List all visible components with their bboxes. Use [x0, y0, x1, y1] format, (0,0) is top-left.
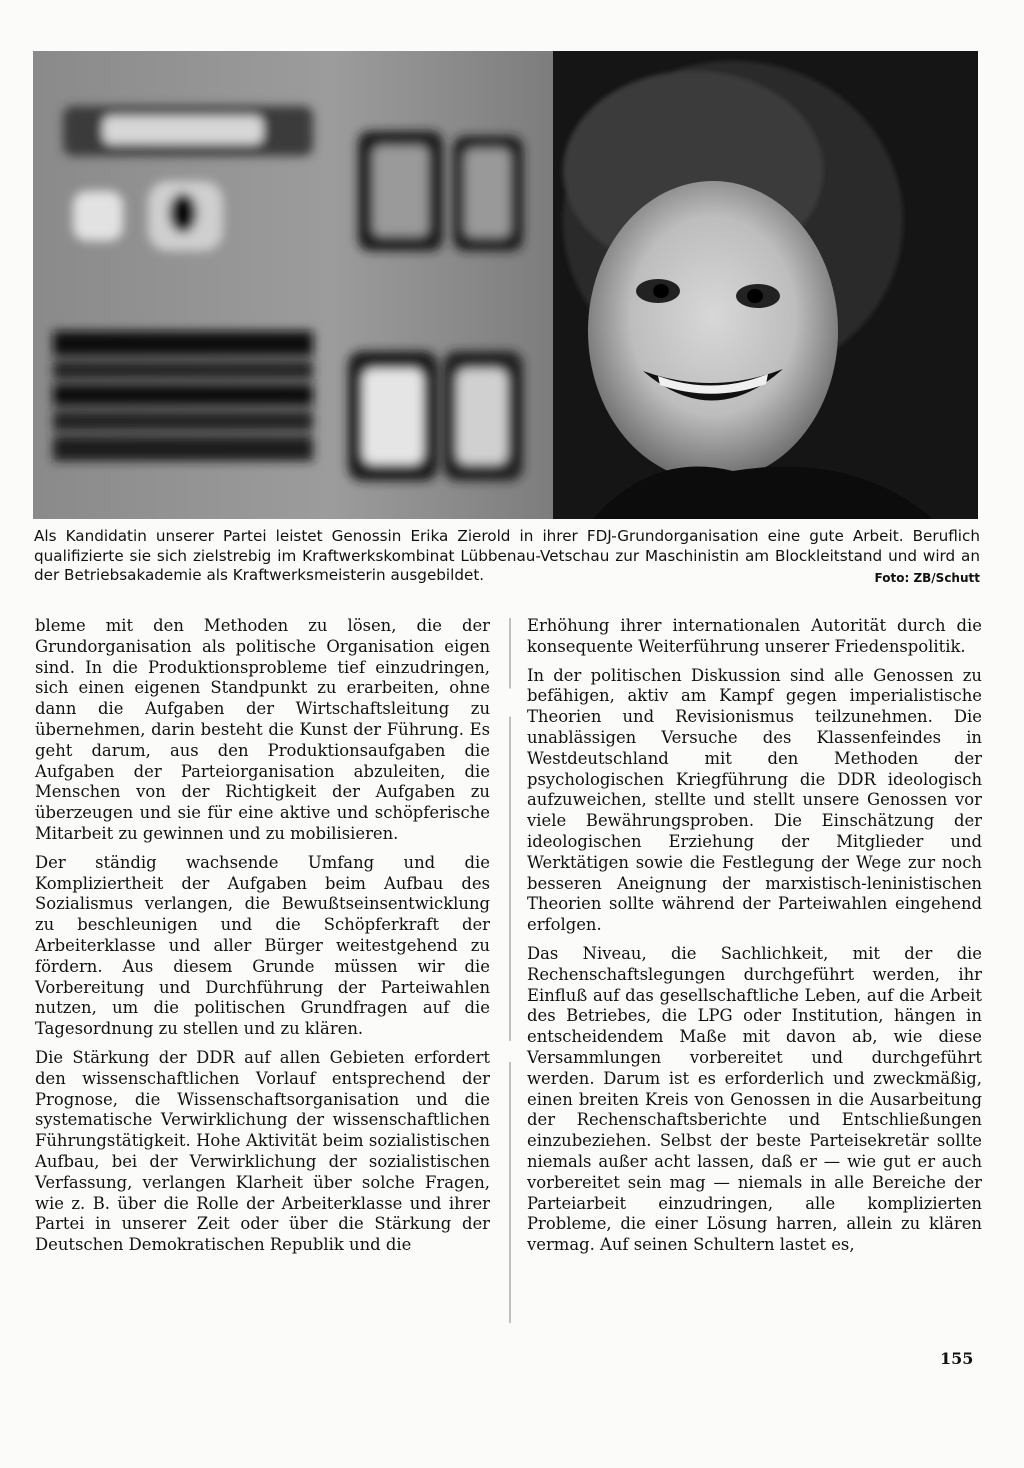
left-paragraph-1: bleme mit den Methoden zu lösen, die der Grundorganisation als politische Organisation eigen sind. In die Produktionsprobleme tief einzudringen, sich einen eigenen Standpunkt zu erarbeiten, ohne dann die Aufgaben der Wirtschaftsleitung zu übernehmen, darin besteht die Kunst der Führung. Es geht darum, aus den Produktionsaufgaben die Aufgaben der Parteiorganisation abzuleiten, die Menschen von der Richtigkeit der Aufgaben zu überzeugen und sie für eine aktive und schöpferische Mitarbeit zu gewinnen und zu mobilisieren.	[35, 616, 490, 843]
photo-credit: Foto: ZB/Schutt	[874, 571, 980, 585]
caption-text: Als Kandidatin unserer Partei leistet Genossin Erika Zierold in ihrer FDJ-Grundorganisation eine gute Arbeit. Beruflich qualifizierte sie sich zielstrebig im Kraftwerkskombinat Lübbenau-Vetschau zur Maschinistin am Blockleitstand und wird an der Betriebsakademie als Kraftwerksmeisterin ausgebildet.	[34, 527, 980, 584]
column-divider	[509, 618, 511, 1323]
photo-kraftwerk-operator	[33, 51, 978, 519]
photo-illustration	[33, 51, 978, 519]
right-paragraph-1: Erhöhung ihrer internationalen Autorität durch die konsequente Weiterführung unserer Friedenspolitik.	[527, 616, 982, 656]
right-column	[527, 616, 982, 1264]
left-column	[35, 616, 490, 1264]
left-paragraph-2: Der ständig wachsende Umfang und die Kompliziertheit der Aufgaben beim Aufbau des Sozialismus verlangen, die Bewußtseinsentwicklung zu beschleunigen und die Schöpferkraft der Arbeiterklasse und aller Bürger weitestgehend zu fördern. Aus diesem Grunde müssen wir die Vorbereitung und Durchführung der Parteiwahlen nutzen, um die politischen Grundfragen auf die Tagesordnung zu stellen und zu klären.	[35, 852, 490, 1039]
page-number: 155	[940, 1349, 974, 1368]
photo-caption	[34, 527, 980, 589]
left-paragraph-3: Die Stärkung der DDR auf allen Gebieten erfordert den wissenschaftlichen Vorlauf entsprechend der Prognose, die Wissenschaftsorganisation und die systematische Verwirklichung der wissenschaftlichen Führungstätigkeit. Hohe Aktivität beim sozialistischen Aufbau, bei der Verwirklichung der sozialistischen Verfassung, verlangen Klarheit über solche Fragen, wie z. B. über die Rolle der Arbeiterklasse und ihrer Partei in unserer Zeit oder über die Stärkung der Deutschen Demokratischen Republik und die	[35, 1047, 490, 1255]
right-paragraph-2: In der politischen Diskussion sind alle Genossen zu befähigen, aktiv am Kampf gegen imperialistische Theorien und Revisionismus teilzunehmen. Die unablässigen Versuche des Klassenfeindes in Westdeutschland mit den Methoden der psychologischen Kriegführung die DDR ideologisch aufzuweichen, stellte und stellt unsere Genossen vor viele Bewährungsproben. Die Einschätzung der ideologischen Erziehung der Mitglieder und Werktätigen sowie die Festlegung der Wege zur noch besseren Aneignung der marxistisch-leninistischen Theorien sollte während der Parteiwahlen eingehend erfolgen.	[527, 665, 982, 935]
right-paragraph-3: Das Niveau, die Sachlichkeit, mit der die Rechenschaftslegungen durchgeführt werden, ihr Einfluß auf das gesellschaftliche Leben, auf die Arbeit des Betriebes, die LPG oder Institution, hängen in entscheidendem Maße mit davon ab, wie diese Versammlungen vorbereitet und durchgeführt werden. Darum ist es erforderlich und zweckmäßig, einen breiten Kreis von Genossen in die Ausarbeitung der Rechenschaftsberichte und Entschließungen einzubeziehen. Selbst der beste Parteisekretär sollte niemals außer acht lassen, daß er — wie gut er auch vorbereitet sein mag — niemals in alle Bereiche der Parteiarbeit einzudringen, alle komplizierten Probleme, die einer Lösung harren, allein zu klären vermag. Auf seinen Schultern lastet es,	[527, 943, 982, 1255]
